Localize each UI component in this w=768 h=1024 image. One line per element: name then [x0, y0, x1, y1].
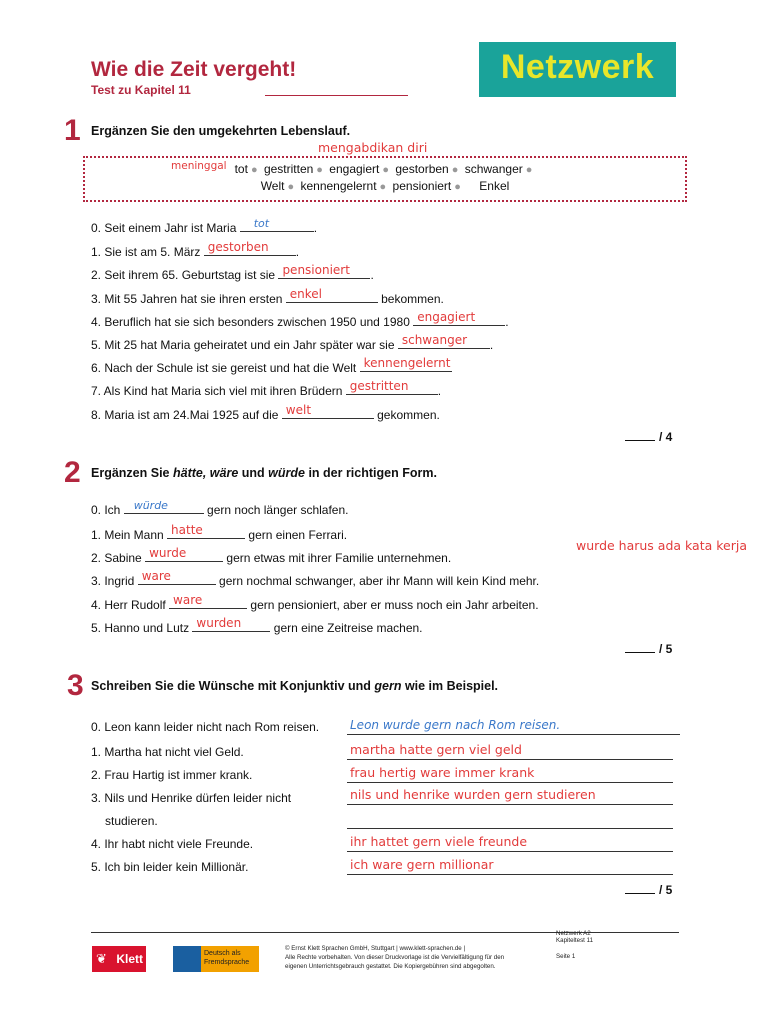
- s2-item-0: 0. Ich würde gern noch länger schlafen.: [91, 499, 349, 517]
- klett-logo-text: Klett: [116, 952, 143, 966]
- score-section-2: / 5: [625, 642, 672, 656]
- page-number: Seite 1: [556, 953, 576, 960]
- answer-blank[interactable]: ware: [169, 597, 247, 609]
- s1-item-5: 5. Mit 25 hat Maria geheiratet und ein Jahr später war sie schwanger .: [91, 333, 494, 352]
- score-section-1: / 4: [625, 430, 672, 444]
- word: gestritten: [263, 162, 314, 176]
- name-line: [265, 95, 408, 96]
- daf-logo-text: Deutsch als Fremdsprache: [204, 950, 250, 966]
- s3-answer-3[interactable]: nils und henrike wurden gern studieren: [347, 786, 673, 805]
- s2-item-2: 2. Sabine wurde gern etwas mit ihrer Familie unternehmen.: [91, 546, 452, 565]
- s3-prompt-4: 4. Ihr habt nicht viele Freunde.: [91, 837, 254, 851]
- s3-answer-3b[interactable]: [347, 810, 673, 829]
- section-1-heading: Ergänzen Sie den umgekehrten Lebenslauf.: [91, 124, 351, 138]
- s3-answer-1[interactable]: martha hatte gern viel geld: [347, 741, 673, 760]
- s1-item-2: 2. Seit ihrem 65. Geburtstag ist sie pensioniert .: [91, 263, 374, 282]
- s3-prompt-3b: studieren.: [105, 814, 158, 828]
- answer-blank[interactable]: ware: [138, 573, 216, 585]
- s3-prompt-3: 3. Nils und Henrike dürfen leider nicht: [91, 791, 292, 805]
- section-3-heading: Schreiben Sie die Wünsche mit Konjunktiv und gern wie im Beispiel.: [91, 679, 499, 693]
- klett-logo: [92, 946, 146, 972]
- s1-item-6: 6. Nach der Schule ist sie gereist und hat die Welt kennengelernt: [91, 356, 451, 375]
- word: gestorben: [395, 162, 449, 176]
- s3-prompt-5: 5. Ich bin leider kein Millionär.: [91, 860, 249, 874]
- answer-blank[interactable]: welt: [282, 407, 374, 419]
- answer-blank[interactable]: tot: [240, 220, 314, 232]
- word: tot: [234, 162, 248, 176]
- s3-answer-2[interactable]: frau hertig ware immer krank: [347, 764, 673, 783]
- s2-item-3: 3. Ingrid ware gern nochmal schwanger, aber ihr Mann will kein Kind mehr.: [91, 569, 540, 588]
- s1-item-3: 3. Mit 55 Jahren hat sie ihren ersten enkel bekommen.: [91, 287, 444, 306]
- answer-blank[interactable]: pensioniert: [278, 267, 370, 279]
- s3-prompt-0: 0. Leon kann leider nicht nach Rom reisen.: [91, 720, 320, 734]
- section-2-heading: Ergänzen Sie hätte, wäre und würde in der richtigen Form.: [91, 466, 437, 480]
- word: engagiert: [329, 162, 380, 176]
- note-meninggal: meninggal: [171, 160, 227, 172]
- word: Enkel: [479, 179, 510, 193]
- s1-item-0: 0. Seit einem Jahr ist Maria tot .: [91, 217, 318, 235]
- section-1-number: 1: [64, 114, 81, 147]
- answer-blank[interactable]: enkel: [286, 291, 378, 303]
- s3-answer-0[interactable]: Leon wurde gern nach Rom reisen.: [347, 716, 680, 735]
- s1-item-1: 1. Sie ist am 5. März gestorben .: [91, 240, 300, 259]
- answer-blank[interactable]: schwanger: [398, 337, 490, 349]
- s3-answer-5[interactable]: ich ware gern millionar: [347, 856, 673, 875]
- s1-item-4: 4. Beruflich hat sie sich besonders zwischen 1950 und 1980 engagiert .: [91, 310, 509, 329]
- klett-mark-icon: ❦: [96, 951, 107, 966]
- word: Welt: [260, 179, 285, 193]
- answer-blank[interactable]: engagiert: [413, 314, 505, 326]
- s2-item-5: 5. Hanno und Lutz wurden gern eine Zeitreise machen.: [91, 616, 423, 635]
- page-title: Wie die Zeit vergeht!: [91, 58, 297, 81]
- s3-prompt-1: 1. Martha hat nicht viel Geld.: [91, 745, 244, 759]
- s2-item-4: 4. Herr Rudolf ware gern pensioniert, aber er muss noch ein Jahr arbeiten.: [91, 593, 539, 612]
- page-subtitle: Test zu Kapitel 11: [91, 83, 191, 97]
- word-row-2: Welt ● kennengelernt ● pensioniert ● Enkel: [260, 179, 510, 193]
- word: kennengelernt: [300, 179, 377, 193]
- score-section-3: / 5: [625, 883, 672, 897]
- answer-blank[interactable]: gestorben: [204, 244, 296, 256]
- footer-book-info: Netzwerk A2 Kapiteltest 11: [556, 930, 594, 944]
- s1-item-7: 7. Als Kind hat Maria sich viel mit ihren Brüdern gestritten .: [91, 379, 442, 398]
- s3-prompt-2: 2. Frau Hartig ist immer krank.: [91, 768, 253, 782]
- copyright-text: © Ernst Klett Sprachen GmbH, Stuttgart | www.klett-sprachen.de | Alle Rechte vorbehalten. Von dieser Druckvorlage ist die Vervielfältigung für den eigenen Unterrichtsgebrauch gestattet. Die Kopiergebühren sind abgegolten.: [285, 945, 505, 970]
- netzwerk-logo: [479, 42, 676, 97]
- answer-blank[interactable]: kennengelernt: [360, 360, 452, 372]
- daf-logo: [173, 946, 259, 972]
- answer-blank[interactable]: wurde: [145, 550, 223, 562]
- note-grammar: wurde harus ada kata kerja: [576, 538, 747, 553]
- word: pensioniert: [392, 179, 452, 193]
- s3-answer-4[interactable]: ihr hattet gern viele freunde: [347, 833, 673, 852]
- section-2-number: 2: [64, 456, 81, 489]
- word: schwanger: [464, 162, 523, 176]
- answer-blank[interactable]: würde: [124, 502, 204, 514]
- answer-blank[interactable]: gestritten: [346, 383, 438, 395]
- logo-text: Netzwerk: [500, 48, 655, 86]
- word-row-1: tot ● gestritten ● engagiert ● gestorben ● schwanger ●: [234, 162, 533, 176]
- section-3-number: 3: [67, 669, 84, 702]
- s2-item-1: 1. Mein Mann hatte gern einen Ferrari.: [91, 523, 348, 542]
- answer-blank[interactable]: wurden: [192, 620, 270, 632]
- s1-item-8: 8. Maria ist am 24.Mai 1925 auf die welt gekommen.: [91, 403, 440, 422]
- answer-blank[interactable]: hatte: [167, 527, 245, 539]
- daf-logo-mark: [173, 946, 201, 972]
- note-translation: mengabdikan diri: [318, 140, 428, 155]
